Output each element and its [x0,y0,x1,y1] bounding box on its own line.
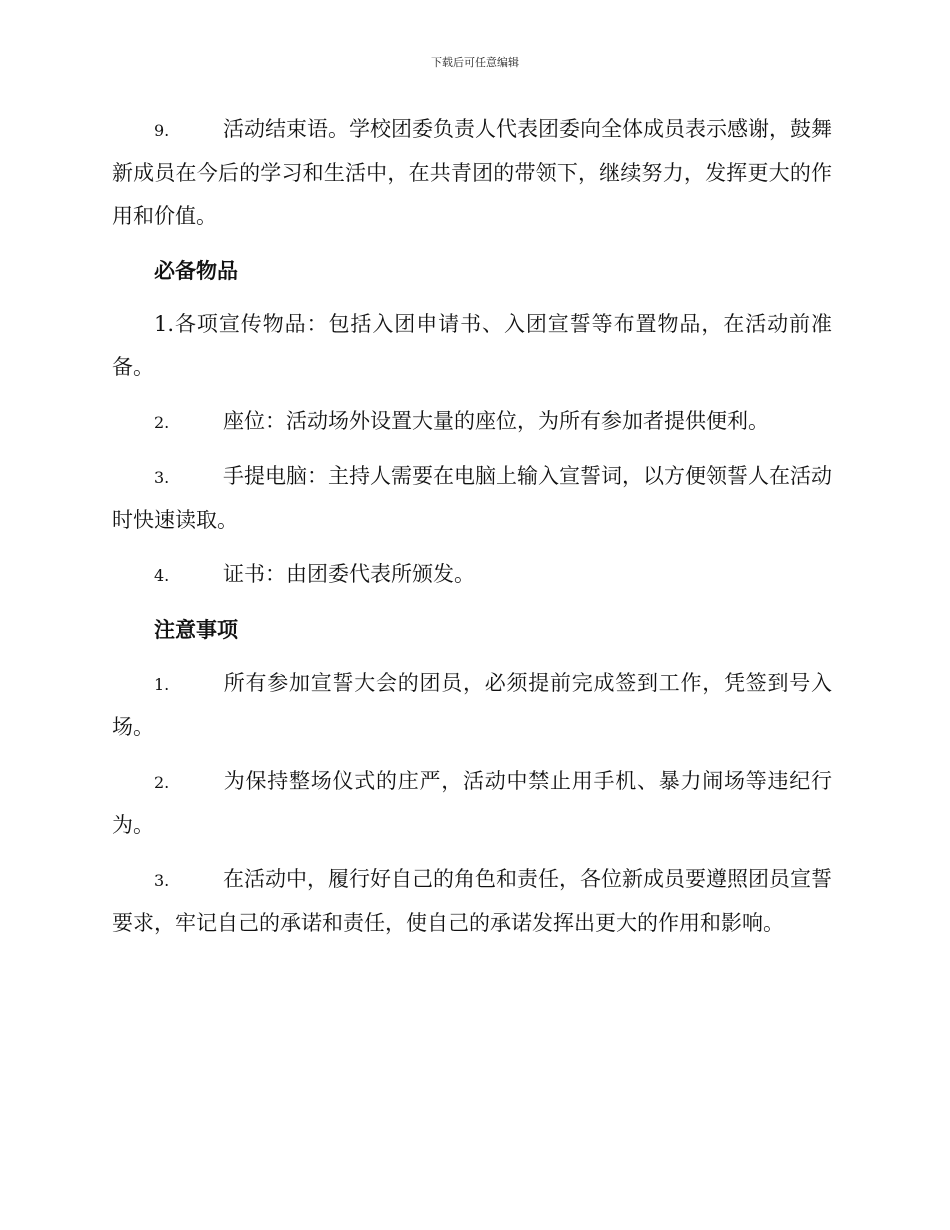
item-text: 证书：由团委代表所颁发。 [223,562,475,586]
item-text: 座位：活动场外设置大量的座位，为所有参加者提供便利。 [223,409,769,433]
item-text: 手提电脑：主持人需要在电脑上输入宣誓词，以方便领誓人在活动时快速读取。 [112,464,832,532]
paragraph-note-3 [112,858,832,945]
section-title-required-items: 必备物品 [154,258,238,283]
paragraph-required-item-4 [112,553,832,597]
paragraph-item-9 [112,108,832,238]
item-number: 1. [154,675,170,694]
paragraph-note-1 [112,662,832,749]
paragraph-note-2 [112,760,832,847]
item-number: 2. [154,773,170,792]
item-text: 所有参加宣誓大会的团员，必须提前完成签到工作，凭签到号入场。 [112,671,832,739]
document-body [112,108,832,956]
paragraph-required-item-2 [112,400,832,444]
page-header: 下载后可任意编辑 [431,56,519,69]
item-text: 为保持整场仪式的庄严，活动中禁止用手机、暴力闹场等违纪行为。 [112,769,832,837]
item-number: 3. [154,871,170,890]
item-number: 3. [154,468,170,487]
paragraph-required-item-1 [112,303,832,389]
paragraph-required-item-3 [112,455,832,542]
item-number: 2. [154,413,170,432]
item-text: 活动结束语。学校团委负责人代表团委向全体成员表示感谢，鼓舞新成员在今后的学习和生活中，在共青团的带领下，继续努力，发挥更大的作用和价值。 [112,117,832,228]
section-title-notes: 注意事项 [154,617,238,642]
item-text: 在活动中，履行好自己的角色和责任，各位新成员要遵照团员宣誓要求，牢记自己的承诺和责任，使自己的承诺发挥出更大的作用和影响。 [112,867,832,935]
item-number: 4. [154,566,170,585]
item-number: 9. [154,121,170,140]
item-text: 1.各项宣传物品：包括入团申请书、入团宣誓等布置物品，在活动前准备。 [112,312,832,379]
